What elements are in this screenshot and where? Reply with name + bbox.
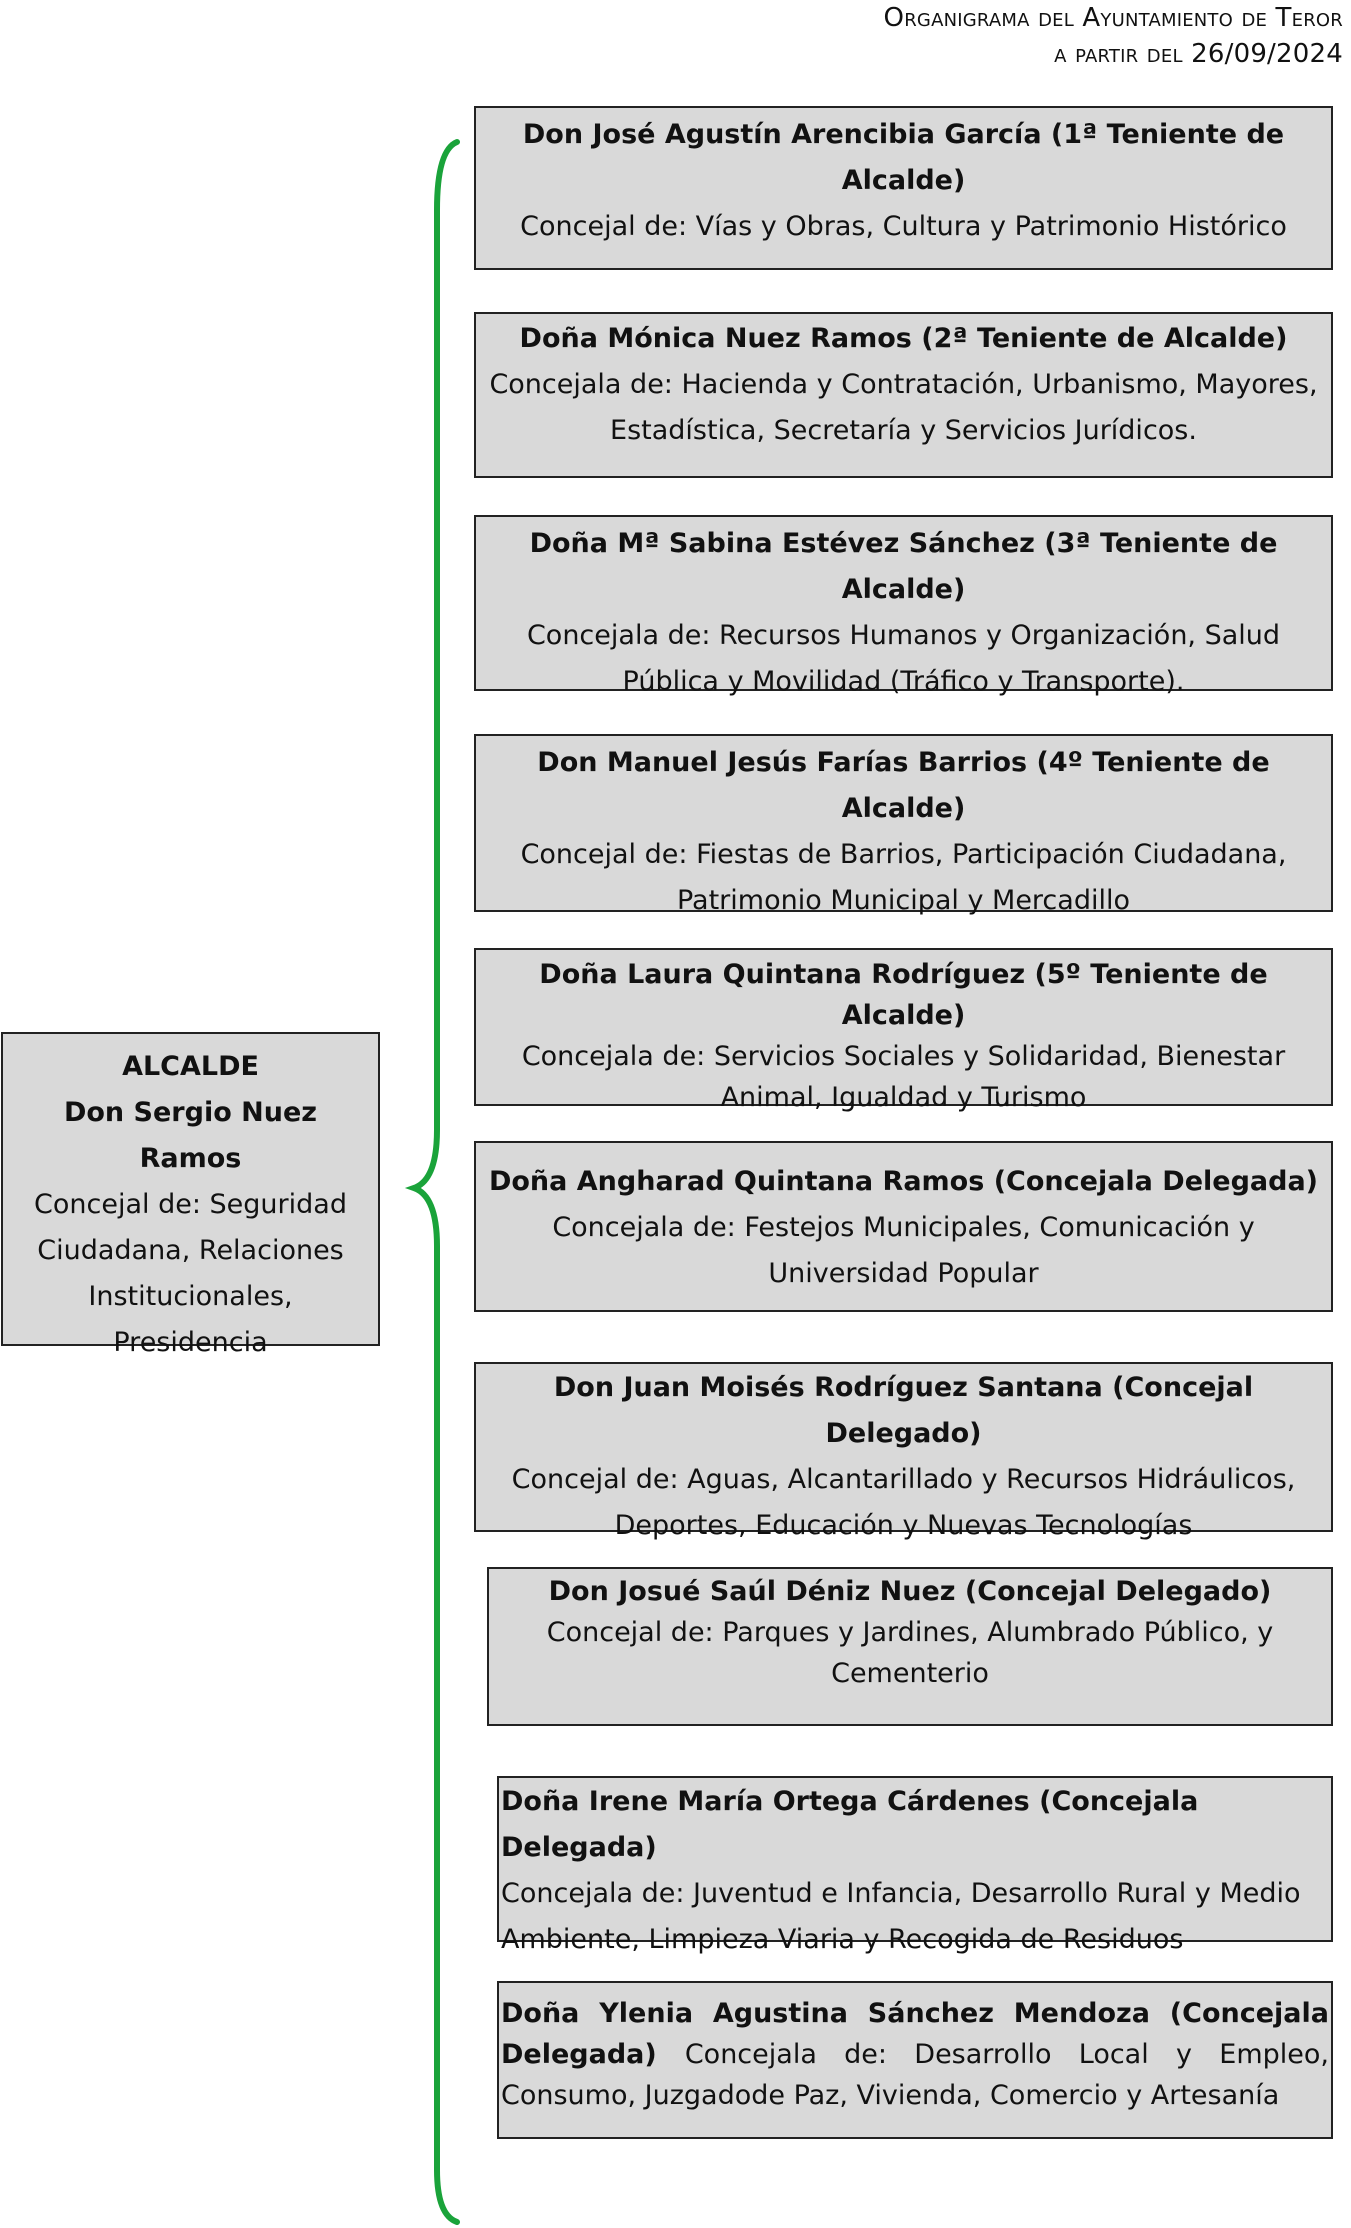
- concejal-role: Concejal de: Parques y Jardines, Alumbrado Público, y Cementerio: [546, 1617, 1274, 1689]
- concejal-name: Doña Irene María Ortega Cárdenes (Concejala Delegada): [501, 1786, 1199, 1863]
- concejal-role: Concejala de: Recursos Humanos y Organización, Salud Pública y Movilidad (Tráfico y Transporte).: [526, 620, 1281, 697]
- concejal-box-9: [497, 1776, 1333, 1955]
- alcalde-box: [1, 1032, 380, 1358]
- concejal-box-7: [474, 1362, 1333, 1541]
- concejal-role: Concejala de: Desarrollo Local y Empleo, Consumo, Juzgadode Paz, Vivienda, Comercio y Artesanía: [501, 2039, 1329, 2111]
- concejal-name: Doña Mª Sabina Estévez Sánchez (3ª Teniente de Alcalde): [529, 528, 1278, 605]
- title-line-2: a partir del 26/09/2024: [1054, 39, 1343, 69]
- concejal-name: Doña Ylenia Agustina Sánchez Mendoza (Concejala Delegada): [501, 1998, 1329, 2070]
- concejal-box-8: [487, 1567, 1333, 1726]
- concejal-role: Concejala de: Servicios Sociales y Solidaridad, Bienestar Animal, Igualdad y Turismo: [521, 1041, 1286, 1113]
- concejal-box-5: [474, 948, 1333, 1113]
- alcalde-name: Don Sergio Nuez Ramos: [63, 1097, 318, 1174]
- concejal-role: Concejala de: Juventud e Infancia, Desarrollo Rural y Medio Ambiente, Limpieza Viaria y Recogida de Residuos: [501, 1878, 1301, 1955]
- concejal-name: Don Josué Saúl Déniz Nuez (Concejal Delegado): [548, 1576, 1272, 1607]
- concejal-box-6: [474, 1141, 1333, 1312]
- concejal-name: Don Juan Moisés Rodríguez Santana (Concejal Delegado): [553, 1372, 1254, 1449]
- concejal-box-10: [497, 1981, 1333, 2139]
- alcalde-title: ALCALDE: [122, 1051, 259, 1082]
- concejal-box-3: [474, 515, 1333, 697]
- concejal-box-1: [474, 106, 1333, 270]
- concejal-role: Concejala de: Hacienda y Contratación, Urbanismo, Mayores, Estadística, Secretaría y Servicios Jurídicos.: [489, 369, 1318, 446]
- brace-path: [414, 142, 457, 2222]
- concejal-role: Concejal de: Aguas, Alcantarillado y Recursos Hidráulicos, Deportes, Educación y Nuevas Tecnologías: [511, 1464, 1296, 1541]
- title-line-1: Organigrama del Ayuntamiento de Teror: [883, 3, 1343, 33]
- concejal-name: Don Manuel Jesús Farías Barrios (4º Teniente de Alcalde): [537, 747, 1270, 824]
- concejal-box-2: [474, 312, 1333, 478]
- concejal-role: Concejal de: Vías y Obras, Cultura y Patrimonio Histórico: [520, 211, 1287, 242]
- alcalde-role: Concejal de: Seguridad Ciudadana, Relaciones Institucionales, Presidencia: [34, 1189, 347, 1358]
- concejal-role: Concejala de: Festejos Municipales, Comunicación y Universidad Popular: [552, 1212, 1255, 1289]
- concejal-role: Concejal de: Fiestas de Barrios, Participación Ciudadana, Patrimonio Municipal y Mercadillo: [520, 839, 1287, 916]
- concejal-name: Doña Angharad Quintana Ramos (Concejala Delegada): [488, 1166, 1319, 1197]
- concejal-box-4: [474, 734, 1333, 916]
- concejal-name: Doña Mónica Nuez Ramos (2ª Teniente de Alcalde): [519, 323, 1288, 354]
- concejal-name: Doña Laura Quintana Rodríguez (5º Teniente de Alcalde): [539, 959, 1268, 1031]
- concejal-name: Don José Agustín Arencibia García (1ª Teniente de Alcalde): [522, 119, 1285, 196]
